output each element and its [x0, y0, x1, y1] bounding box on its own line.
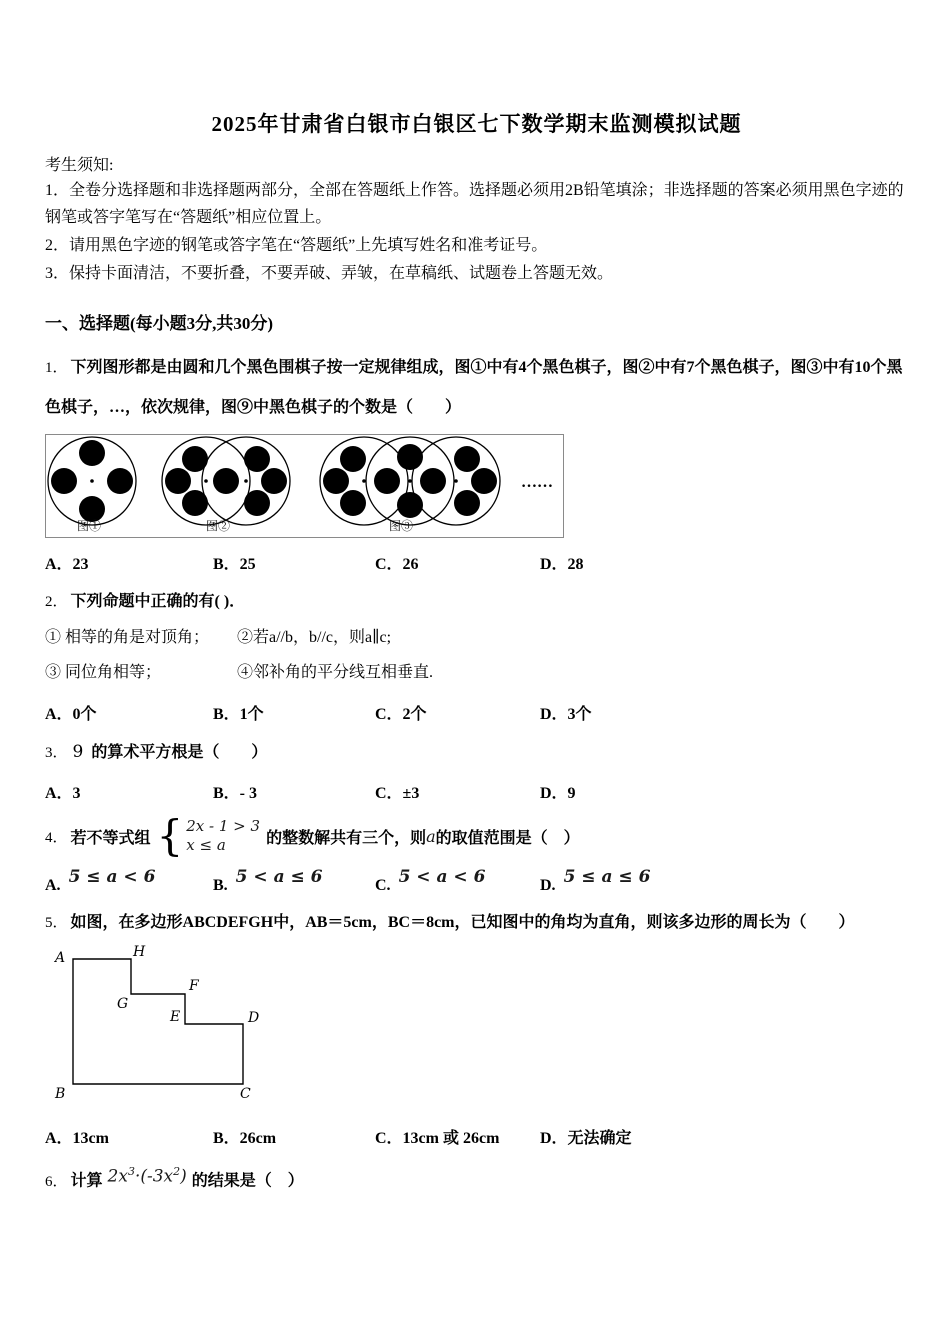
q6-stem — [45, 1162, 908, 1196]
q6-expr-exp-1: 3 — [127, 1165, 135, 1178]
q4-option-c-label: C. — [375, 877, 391, 894]
question-3 — [45, 738, 908, 803]
q4-option-d-label: D. — [540, 877, 556, 894]
q2-option-a: A．0个 — [45, 706, 97, 723]
q5-stem — [45, 909, 908, 937]
go-stones-figure-3 — [320, 437, 500, 525]
q2-stem-text: 下列命题中正确的有( )． — [70, 593, 246, 610]
question-1 — [45, 348, 908, 574]
q2-number: 2． — [45, 594, 68, 610]
notice-item-3: 3．保持卡面清洁，不要折叠，不要弄破、弄皱，在草稿纸、试题卷上答题无效。 — [45, 265, 614, 282]
system-line-2: x ≤ a — [186, 836, 226, 854]
inequality-system — [156, 811, 261, 861]
vertex-label-d: D — [248, 1010, 260, 1026]
q4-option-a-value: 5 ≤ a < 6 — [68, 867, 156, 887]
q1-option-d: D．28 — [540, 556, 584, 573]
q2-options — [45, 701, 908, 724]
q6-number: 6． — [45, 1173, 68, 1190]
q5-number: 5． — [45, 915, 68, 931]
q3-option-a: A．3 — [45, 785, 81, 802]
q3-option-c: C．±3 — [375, 785, 420, 802]
q4-stem-pre: 若不等式组 — [70, 829, 151, 847]
q2-statement-1: ① 相等的角是对顶角； — [45, 629, 210, 646]
notice-item-2: 2．请用黑色字迹的钢笔或答字笔在“答题纸”上先填写姓名和准考证号。 — [45, 237, 548, 254]
q6-expr-base-1: 2x — [107, 1166, 128, 1187]
q4-stem-post: 的取值范围是（ ） — [435, 829, 580, 847]
q1-number: 1． — [45, 360, 68, 376]
q1-option-a: A．23 — [45, 556, 89, 573]
q1-option-b: B．25 — [213, 556, 256, 573]
vertex-label-a: A — [55, 950, 66, 966]
q5-option-b: B．26cm — [213, 1130, 277, 1147]
question-2 — [45, 588, 908, 724]
q4-number: 4． — [45, 829, 68, 846]
q5-option-a: A．13cm — [45, 1130, 109, 1147]
q5-figure — [45, 945, 908, 1112]
q4-options — [45, 867, 908, 895]
notice-section — [45, 152, 908, 287]
q2-statement-3: ③ 同位角相等； — [45, 664, 162, 681]
q5-figure-svg — [45, 945, 295, 1107]
q2-option-c: C．2个 — [375, 706, 427, 723]
q2-statement-2: ②若a//b，b//c，则a∥c; — [237, 629, 392, 646]
q1-figure-svg — [46, 435, 561, 535]
q3-options — [45, 780, 908, 803]
q3-option-b: B．- 3 — [213, 785, 258, 802]
q5-option-c: C．13cm 或 26cm — [375, 1130, 500, 1147]
question-4 — [45, 811, 908, 895]
q1-figure — [45, 434, 564, 538]
figure-label-2: 图② — [205, 519, 231, 533]
q4-option-d — [540, 867, 908, 895]
q1-option-c: C．26 — [375, 556, 419, 573]
q4-option-a — [45, 867, 213, 895]
q6-expr-close: ) — [180, 1166, 187, 1187]
q2-option-b: B．1个 — [213, 706, 264, 723]
q5-stem-text: 如图，在多边形ABCDEFGH中，AB＝5cm，BC＝8cm，已知图中的角均为直角，则该多边形的周长为（ ） — [70, 914, 855, 931]
vertex-label-h: H — [133, 945, 146, 960]
polygon-abcdefgh — [73, 959, 243, 1084]
vertex-label-g: G — [117, 996, 129, 1012]
q4-stem-mid: 的整数解共有三个，则 — [266, 829, 427, 847]
q3-number: 3． — [45, 745, 68, 761]
vertex-label-e: E — [170, 1009, 181, 1025]
section-1-header: 一、选择题(每小题3分,共30分) — [45, 314, 274, 333]
go-stones-figure-1 — [48, 437, 136, 525]
q4-option-c — [375, 867, 540, 895]
q2-statement-4: ④邻补角的平分线互相垂直. — [237, 664, 434, 681]
q4-stem — [45, 811, 908, 861]
q1-stem — [45, 348, 908, 428]
q2-statements — [45, 622, 908, 688]
q4-option-b-value: 5 < a ≤ 6 — [235, 867, 323, 887]
q4-option-c-value: 5 < a < 6 — [398, 867, 486, 887]
figure-ellipsis: …… — [521, 474, 553, 491]
notice-item-1: 1．全卷分选择题和非选择题两部分，全部在答题纸上作答。选择题必须用2B铅笔填涂；非选择题的答案必须用黑色字迹的钢笔或答字笔写在“答题纸”相应位置上。 — [45, 182, 904, 226]
q2-statement-row-2 — [45, 657, 908, 688]
q5-options — [45, 1125, 908, 1148]
vertex-label-c: C — [240, 1086, 251, 1102]
q4-variable-a: a — [426, 826, 436, 846]
q1-options — [45, 551, 908, 574]
q6-stem-post: 的结果是（ ） — [191, 1172, 304, 1190]
exam-title: 2025年甘肃省白银市白银区七下数学期末监测模拟试题 — [211, 112, 742, 136]
figure-label-3: 图③ — [388, 519, 414, 533]
question-6 — [45, 1162, 908, 1196]
q6-stem-pre: 计算 — [70, 1172, 103, 1190]
q5-option-d: D．无法确定 — [540, 1130, 632, 1147]
system-lines — [186, 817, 260, 855]
q4-option-d-value: 5 ≤ a ≤ 6 — [563, 867, 651, 887]
q4-option-a-label: A. — [45, 877, 61, 894]
q6-expr-exp-2: 2 — [173, 1165, 181, 1178]
q3-option-d: D．9 — [540, 785, 576, 802]
q2-option-d: D．3个 — [540, 706, 592, 723]
system-line-1: 2x - 1 > 3 — [186, 817, 261, 835]
q1-stem-text: 下列图形都是由圆和几个黑色围棋子按一定规律组成，图①中有4个黑色棋子，图②中有7个黑色棋子，图③中有10个黑色棋子，…，依次规律，图⑨中黑色棋子的个数是（ ） — [45, 359, 903, 416]
system-brace: { — [156, 811, 184, 861]
question-5 — [45, 909, 908, 1148]
q2-statement-row-1 — [45, 622, 908, 653]
q6-expr-base-2: ·(-3x — [134, 1166, 174, 1187]
notice-header: 考生须知: — [45, 157, 114, 174]
q4-option-b — [213, 867, 375, 895]
q3-math-9: 9 — [72, 742, 84, 762]
figure-label-1: 图① — [76, 519, 102, 533]
go-stones-figure-2 — [162, 437, 290, 525]
q3-stem-text: 的算术平方根是（ ） — [91, 744, 268, 761]
q4-option-b-label: B. — [213, 877, 228, 894]
vertex-label-b: B — [55, 1086, 66, 1102]
vertex-label-f: F — [189, 978, 199, 994]
q6-expression — [108, 1158, 187, 1191]
q2-stem — [45, 588, 908, 616]
q3-stem — [45, 738, 908, 767]
